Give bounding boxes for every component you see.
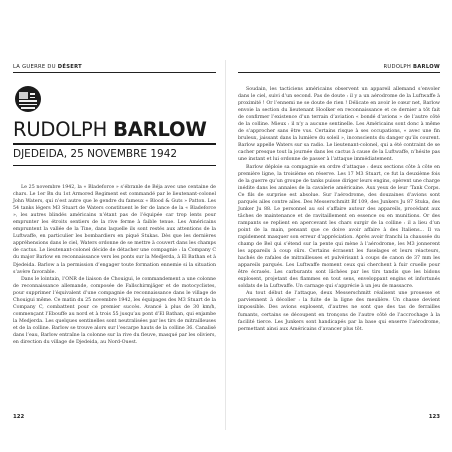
right-page: [226, 0, 452, 452]
running-head-text: LA GUERRE DU: [13, 64, 58, 70]
subtitle-rule: [13, 165, 216, 166]
right-head-rule: [238, 72, 440, 73]
running-head-bold-text: DÉSERT: [57, 64, 83, 70]
left-page-number: 122: [13, 414, 25, 420]
right-page-number: 123: [428, 414, 440, 420]
running-head-bold-text: BARLOW: [412, 64, 440, 70]
left-head-rule: [13, 72, 216, 73]
paragraph: Le 25 novembre 1942, la « Bladeforce » s’ébranle de Béja avec une centaine de chars. Le 1er Bn du 1st Armored Regiment est commandé par le lieutenant-colonel John Waters, qui n’est autre que le gendre du fameux « Blood & Guts » Patton. Les 54 tanks légers M3 Stuart de Waters constituent le fer de lance de la « Bladeforce », les autres blindés américains n’étant pas de l’équipée car trop lents pour emprunter les étroits sentiers de la rive ferme à faible tenue. Les Américains empruntent la vallée de la Tine, dans laquelle ils sont restés aux attentions de la Luftwaffe, en particulier les bombardiers en piqué Stukas. Dès que les dernières appréhensions dans le ciel, Waters ordonne de se mettre à couvert dans les champs de cactus. Le lieutenant-colonel décide de détacher une compagnie : la Company C du major Barlow en reconnaissance vers les ponts sur la Medjerda, à El Bathan et à Djedeida. Barlow a la permission d’engager toute formation ennemie si la situation s’avère favorable.: [13, 185, 216, 275]
flag-stripe: [19, 104, 37, 106]
right-running-head: [384, 64, 440, 70]
paragraph: Dans le lointain, l’ONR de liaison de Chouigui, le commandement a une colonne de reconnaissance allemande, composée de Fallschirmjäger et de motocyclistes, pour supprimer l’équivalent d’une compagnie de reconnaissance dans le village de Chouigui même. Ce matin du 25 novembre 1942, les équipages des M3 Stuart de la Company C, combattent pour ce premier succès. Avancé à plus de 30 km/h, commençant l’Ebouffe au nord et à trois 55 jusqu’au pont d’El Bathan, qui enjambe la Medjerda. Les quelques sentinelles sont neutralisées par les tirs de mitrailleuses et de la colline. Barlow se trouve alors sur l’escarpe hauts de la colline 36. Canalisé dans l’eau, Barlow entraîne la colonne sur la rive du fleuve, masqué par les oliviers, en direction du village de Djedeida, au Nord-Ouest.: [13, 276, 216, 346]
flag-stripe: [30, 97, 35, 99]
us-flag-roundel-icon: [15, 86, 41, 112]
chapter-title-first: RUDOLPH: [13, 118, 114, 141]
flag-canton: [19, 92, 28, 99]
flag-stripe: [21, 107, 35, 109]
left-body-text: [13, 184, 216, 346]
paragraph: Barlow déploie sa compagnie en ordre d’attaque : deux sections côte à côte en première ligne, la troisième en réserve. Les 17 M3 Stuart, ce fut la deuxième fois de la guerre qu’un groupe de tanks puisse diriger leurs engins, opèrent une charge inédite dans les annales de la cavalerie américaine. Aux yeux de leur ‘Tank Corps. Ce fils de surprise est absolue. Sur l’aérodrome, des douzaines d’avions sont parqués ailes contre ailes. Des Messerschmitt Bf 109, des Junkers Ju 87 Stuka, des Junker Ju 88. Le personnel au sol s’affaire autour des appareils, procédant aux tâches de maintenance et de ravitaillement en essence ou en munitions. Or des rampants se replient en apercevant les chars surgir de la colline : il a lieu d’un point de la main, pensant que ce doive avoir affaire à des Italiens... Il va rapidement masquer son erreur d’appréciation. Après avoir franchi la chaussée du champ de Bel qui s’étend sur la pente qui mène à l’aérodrome, les M3 jonnerent les appareils à coup sûrs. Certains écrasent les fuselages et leurs réacteurs, hachés de rafales de mitrailleuses et pulvérisant à coups de canon de 37 mm les appareils parqués. Les Luftwaffe moment ceux qui cherchent à fuir cruelle pour être écrasés. Les carburants sont lâchées par les tirs tandis que les bidons explosent, projetant des flammes en tout sens, enveloppant engins et infortunés soldats de la Luftwaffe. Un carnage qui s’apprécie à un jeu de massacre.: [238, 164, 440, 290]
flag-stripe: [30, 93, 35, 95]
chapter-subtitle: DJEDEIDA, 25 NOVEMBRE 1942: [13, 148, 178, 160]
flag-stripe: [19, 100, 37, 102]
chapter-title: [13, 120, 218, 140]
paragraph: Au tout début de l’attaque, deux Messerschmitt réalisent une prouesse et parviennent à décoller : la fuite de la ligne des meulière. Un chasse devient impossible. Des avions explosent, d’autres ne sont que des tas de ferrailles fumants, certains se découpent en tronçons de l’autre côté de l’accrochage à la facilité tierce. Les Junkers sont handicapés par la base qui enserre l’aérodrome, permettant ainsi aux Américains d’avancer plus tôt.: [238, 291, 440, 332]
title-rule: [13, 143, 216, 145]
running-head-text: RUDOLPH: [383, 64, 413, 70]
chapter-title-last: BARLOW: [113, 118, 207, 141]
left-running-head: [13, 64, 82, 70]
right-body-text: [238, 86, 440, 333]
paragraph: Soudain, les tacticiens américains observent un appareil allemand s’envoler dans le ciel, suivi d’un second. Pas de doute : il y a un aérodrome de la Luftwaffe à proximité ! Or l’ennemi ne se doute de rien ! Délicate en avoir le cœur net, Barlow envoie la section du lieutenant Hoolker en reconnaissance et ce dernier a tôt fait de confirmer l’existence d’un terrain d’aviation « bondé d’avions » de l’autre côté de la colline. Mieux : il n’y a aucune sentinelle. Les Américains sont donc à même de s’approcher sans être vus. Certains risque à ses occupations, « avec une fin bruleux, jaissant dans la lumière du soleil », inconscients du danger qu’ils courent. Barlow appelle Waters sur sa radio. Le lieutenant-colonel, qui a été contraint de se cacher presque tout la journée dans les cactus à cause de la Luftwaffe, n’hésite pas une instant et lui ordonne de passer à l’attaque immédiatement.: [238, 87, 440, 163]
